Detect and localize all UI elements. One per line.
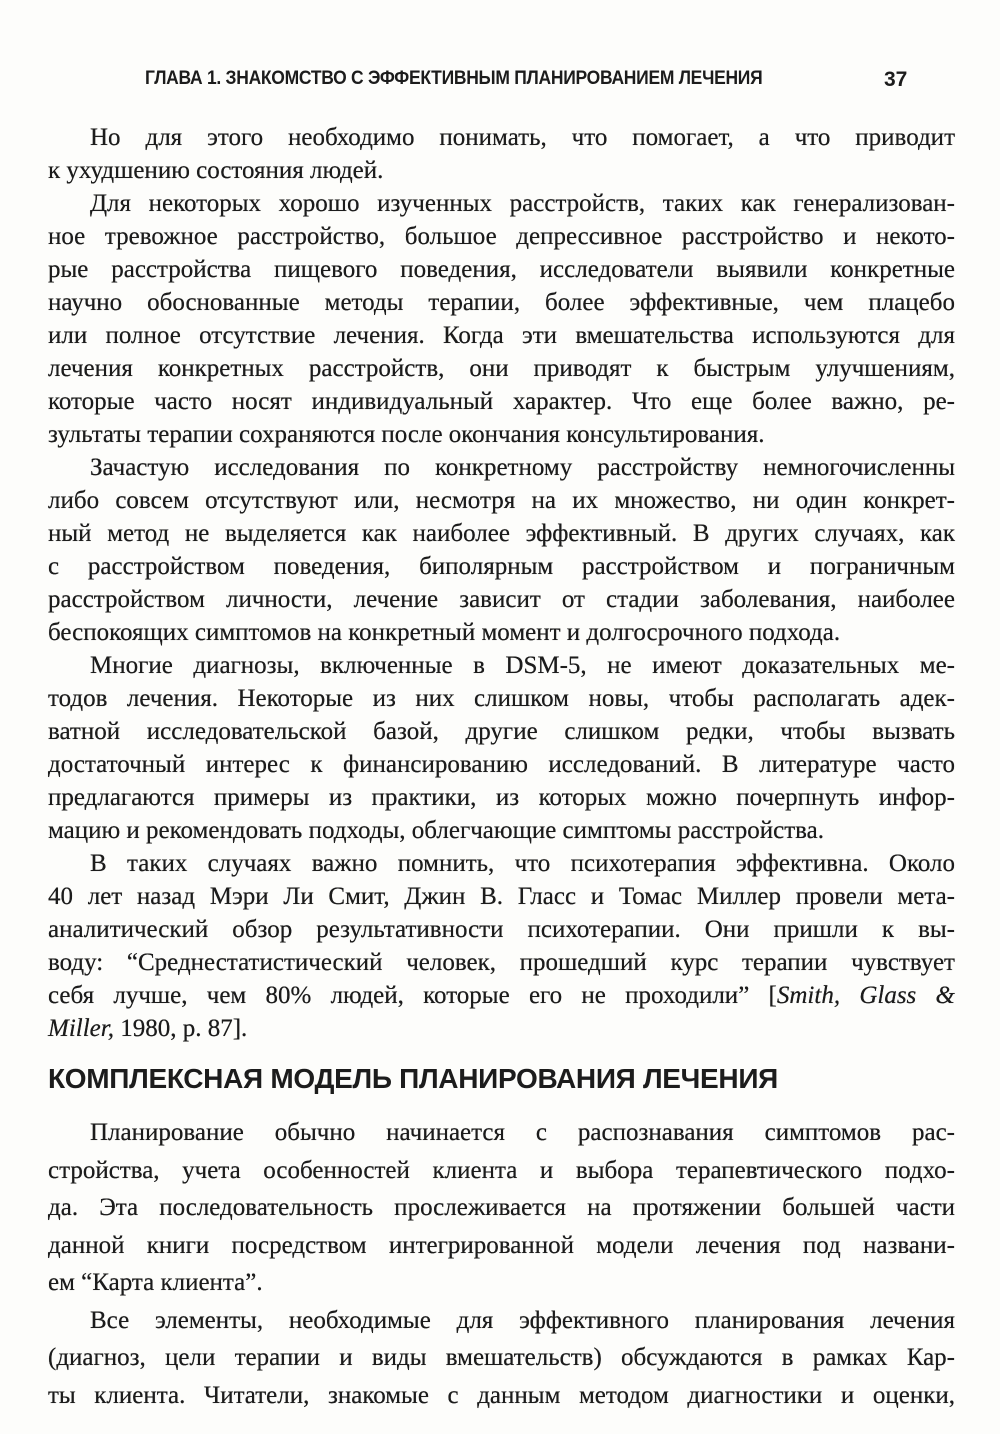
section-heading: КОМПЛЕКСНАЯ МОДЕЛЬ ПЛАНИРОВАНИЯ ЛЕЧЕНИЯ <box>48 1063 778 1094</box>
citation-text: себя лучше, чем 80% людей, которые его не проходили” [ <box>48 982 777 1009</box>
paragraph-line: 40 лет назад Мэри Ли Смит, Джин В. Гласс и Томас Миллер провели мета- <box>48 883 955 910</box>
body-text-section-1 <box>48 121 955 1045</box>
paragraph-line: которые часто носят индивидуальный характер. Что еще более важно, ре- <box>48 388 955 415</box>
paragraph-line: с расстройством поведения, биполярным расстройством и пограничным <box>48 553 955 580</box>
paragraph-line: предлагаются примеры из практики, из которых можно почерпнуть инфор- <box>48 784 955 811</box>
paragraph-line: Но для этого необходимо понимать, что помогает, а что приводит <box>90 124 955 151</box>
citation-text: 1980, p. 87]. <box>113 1015 248 1042</box>
paragraph-line: к ухудшению состояния людей. <box>48 157 384 184</box>
paragraph-line: данной книги посредством интегрированной модели лечения под названи- <box>48 1231 955 1259</box>
paragraph-line: ное тревожное расстройство, большое депрессивное расстройство и некото- <box>48 223 955 250</box>
paragraph-line: Для некоторых хорошо изученных расстройств, таких как генерализован- <box>90 190 955 217</box>
body-text-section-2 <box>48 1114 955 1414</box>
paragraph-line: ный метод не выделяется как наиболее эффективный. В других случаях, как <box>48 520 955 547</box>
paragraph-line: достаточный интерес к финансированию исследований. В литературе часто <box>48 751 955 778</box>
paragraph-line: зультаты терапии сохраняются после окончания консультирования. <box>48 421 765 448</box>
paragraph-line: научно обоснованные методы терапии, более эффективные, чем плацебо <box>48 289 955 316</box>
citation-authors: Miller, <box>48 1015 114 1042</box>
citation-line <box>48 979 955 1012</box>
paragraph-line: Многие диагнозы, включенные в DSM-5, не имеют доказательных ме- <box>90 652 955 679</box>
paragraph-line: лечения конкретных расстройств, они приводят к быстрым улучшениям, <box>48 355 955 382</box>
citation-line <box>48 1012 955 1045</box>
paragraph-line: рые расстройства пищевого поведения, исследователи выявили конкретные <box>48 256 955 283</box>
paragraph-line: ватной исследовательской базой, другие слишком редки, чтобы вызвать <box>48 718 955 745</box>
citation-authors: Smith, Glass & <box>776 982 955 1009</box>
paragraph-line: В таких случаях важно помнить, что психотерапия эффективна. Около <box>90 850 955 877</box>
paragraph-line: беспокоящих симптомов на конкретный момент и долгосрочного подхода. <box>48 619 841 646</box>
paragraph-line: Планирование обычно начинается с распознавания симптомов рас- <box>90 1119 955 1146</box>
paragraph-line: стройства, учета особенностей клиента и выбора терапевтического подхо- <box>48 1156 955 1184</box>
paragraph-line: или полное отсутствие лечения. Когда эти вмешательства используются для <box>48 322 955 349</box>
paragraph-line: ты клиента. Читатели, знакомые с данным методом диагностики и оценки, <box>48 1381 955 1409</box>
paragraph-line: аналитический обзор результативности психотерапии. Они пришли к вы- <box>48 916 955 943</box>
paragraph-line: ем “Карта клиента”. <box>48 1269 263 1296</box>
paragraph-line: воду: “Среднестатистический человек, прошедший курс терапии чувствует <box>48 949 955 976</box>
paragraph-line: Все элементы, необходимые для эффективного планирования лечения <box>90 1306 955 1334</box>
paragraph-line: да. Эта последовательность прослеживается на протяжении большей части <box>48 1194 955 1221</box>
paragraph-line: либо совсем отсутствуют или, несмотря на их множество, ни один конкрет- <box>48 487 955 514</box>
paragraph-line: расстройством личности, лечение зависит от стадии заболевания, наиболее <box>48 586 955 613</box>
paragraph-line: Зачастую исследования по конкретному расстройству немногочисленны <box>90 454 955 481</box>
paragraph-line: мацию и рекомендовать подходы, облегчающие симптомы расстройства. <box>48 817 824 844</box>
page-number: 37 <box>884 68 908 91</box>
paragraph-line: (диагноз, цели терапии и виды вмешательств) обсуждаются в рамках Кар- <box>48 1344 955 1371</box>
running-header-title: ГЛАВА 1. ЗНАКОМСТВО С ЭФФЕКТИВНЫМ ПЛАНИРОВАНИЕМ ЛЕЧЕНИЯ <box>145 68 763 89</box>
paragraph-line: тодов лечения. Некоторые из них слишком новы, чтобы располагать адек- <box>48 685 955 712</box>
